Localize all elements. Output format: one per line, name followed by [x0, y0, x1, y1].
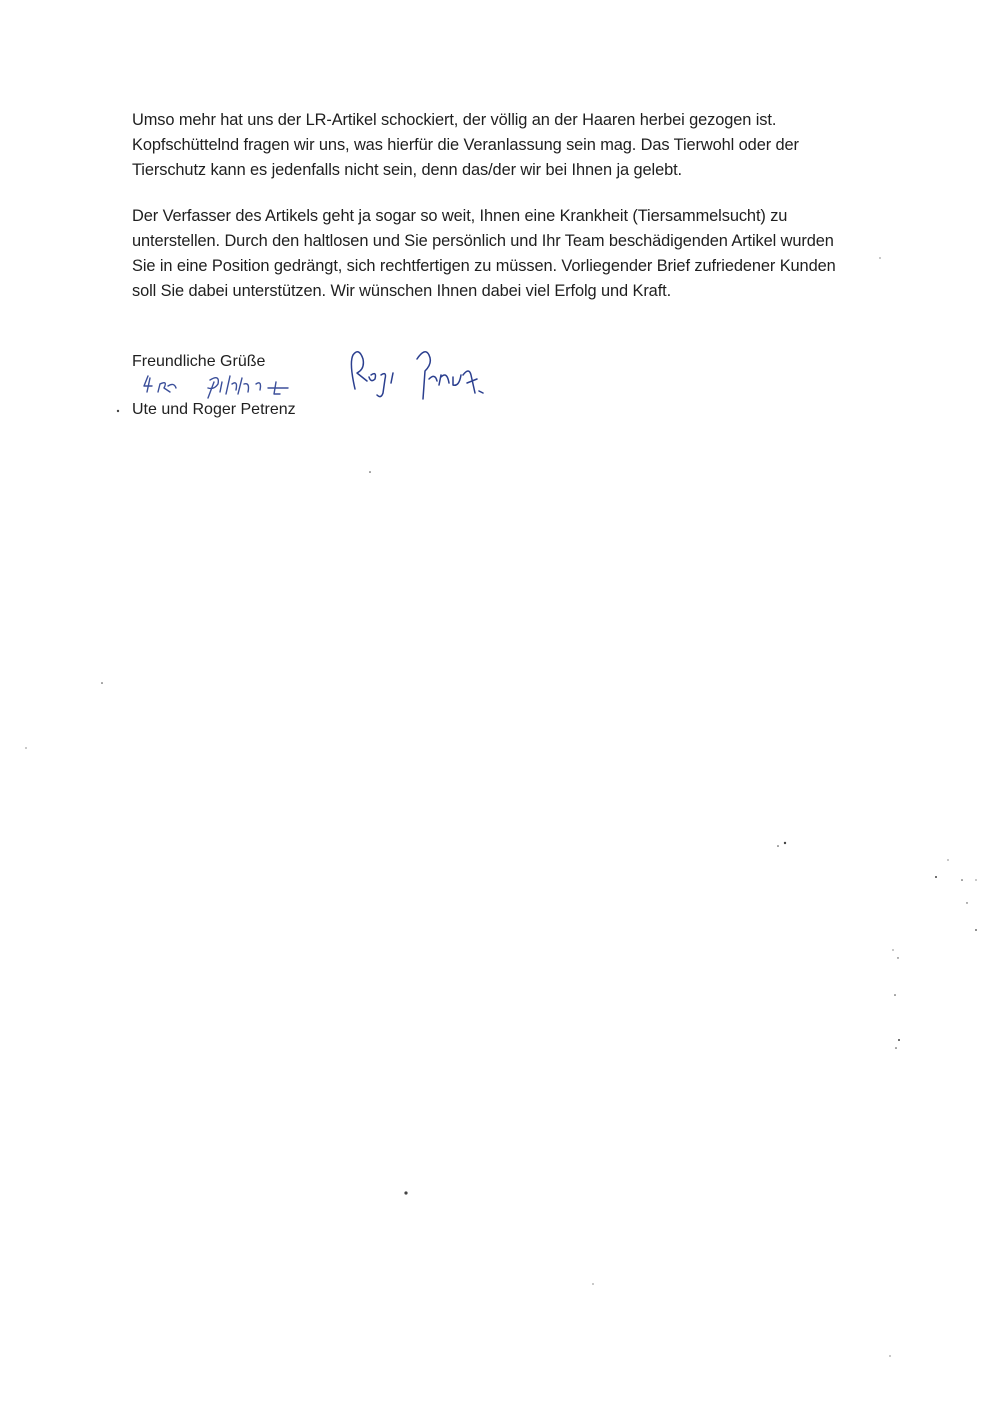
signature-roger-icon [345, 345, 495, 421]
paragraph-2-line: soll Sie dabei unterstützen. Wir wünschen Ihnen dabei viel Erfolg und Kraft. [132, 282, 672, 300]
paragraph-1-line: Kopfschüttelnd fragen wir uns, was hierfür die Veranlassung sein mag. Das Tierwohl oder der [132, 136, 799, 154]
paragraph-2 [132, 204, 872, 304]
paragraph-1-line: Tierschutz kann es jedenfalls nicht sein, denn das/der wir bei Ihnen ja gelebt. [132, 161, 683, 179]
paragraph-1-line: Umso mehr hat uns der LR-Artikel schockiert, der völlig an der Haaren herbei gezogen ist. [132, 111, 777, 129]
paragraph-2-line: Der Verfasser des Artikels geht ja sogar so weit, Ihnen eine Krankheit (Tiersammelsucht) zu [132, 207, 788, 225]
paragraph-1 [132, 108, 872, 183]
signature-ute-icon [138, 370, 298, 404]
closing-greeting: Freundliche Grüße [132, 353, 266, 370]
paragraph-2-line: unterstellen. Durch den haltlosen und Sie persönlich und Ihr Team beschädigenden Artikel wurden [132, 232, 834, 250]
sender-names: Ute und Roger Petrenz [132, 401, 296, 418]
paragraph-2-line: Sie in eine Position gedrängt, sich rechtfertigen zu müssen. Vorliegender Brief zufriedener Kunden [132, 257, 836, 275]
